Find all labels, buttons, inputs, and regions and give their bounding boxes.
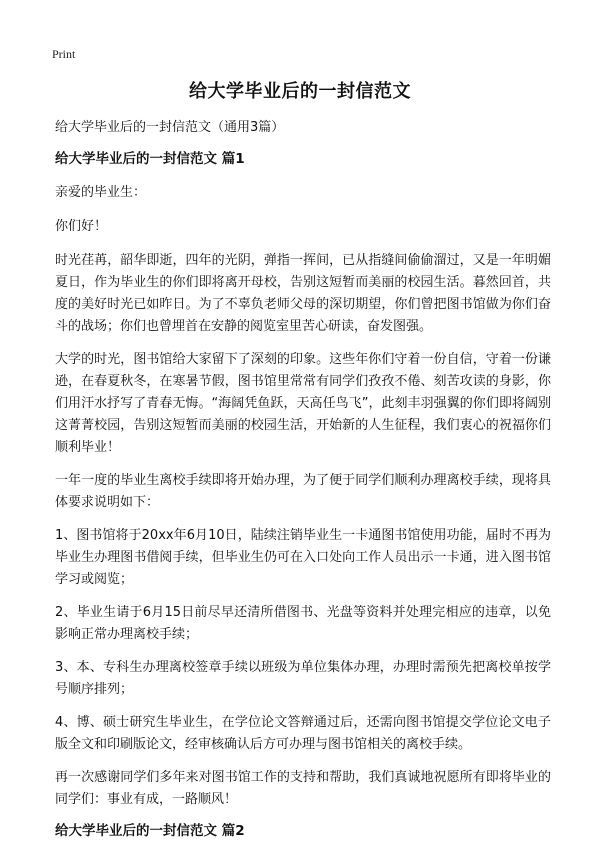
section-heading-2: 给大学毕业后的一封信范文 篇2 bbox=[55, 823, 245, 839]
list-item: 3、本、专科生办理离校签章手续以班级为单位集体办理，办理时需预先把离校单按学号顺序排列； bbox=[55, 660, 551, 697]
list-item: 2、毕业生请于6月15日前尽早还清所借图书、光盘等资料并处理完相应的违章，以免影响正常办理离校手续； bbox=[55, 605, 551, 642]
section-heading-1: 给大学毕业后的一封信范文 篇1 bbox=[55, 151, 245, 167]
paragraph: 时光荏苒，韶华即逝，四年的光阴，弹指一挥间，已从指缝间偷偷溜过，又是一年明媚夏日，作为毕业生的你们即将离开母校，告别这短暂而美丽的校园生活。暮然回首，共度的美好时光已如昨日。为了不辜负老师父母的深切期望，你们曾把图书馆做为你们奋斗的战场；你们也曾埋首在安静的阅览室里苦心研读，奋发图强。 bbox=[55, 253, 551, 334]
document-title: 给大学毕业后的一封信范文 bbox=[189, 81, 411, 102]
document-body bbox=[55, 118, 551, 854]
list-item: 4、博、硕士研究生毕业生，在学位论文答辩通过后，还需向图书馆提交学位论文电子版全文和印刷版论文，经审核确认后方可办理与图书馆相关的离校手续。 bbox=[55, 715, 551, 752]
salutation: 亲爱的毕业生： bbox=[55, 185, 147, 200]
paragraph: 一年一度的毕业生离校手续即将开始办理，为了便于同学们顺利办理离校手续，现将具体要求说明如下： bbox=[55, 473, 551, 510]
paragraph: 大学的时光，图书馆给大家留下了深刻的印象。这些年你们守着一份自信，守着一份谦逊，在春夏秋冬，在寒暑节假，图书馆里常常有同学们孜孜不倦、刻苦攻读的身影，你们用汗水抒写了青春无悔。“海阔凭鱼跃，天高任鸟飞”，此刻丰羽强翼的你们即将阔别这菁菁校园，告别这短暂而美丽的校园生活，开始新的人生征程，我们衷心的祝福你们顺利毕业！ bbox=[55, 352, 551, 455]
closing-paragraph: 再一次感谢同学们多年来对图书馆工作的支持和帮助，我们真诚地祝愿所有即将毕业的同学们：事业有成，一路顺风！ bbox=[55, 770, 551, 807]
list-item: 1、图书馆将于20xx年6月10日，陆续注销毕业生一卡通图书馆使用功能，届时不再为毕业生办理图书借阅手续，但毕业生仍可在入口处向工作人员出示一卡通，进入图书馆学习或阅览； bbox=[55, 528, 551, 587]
document-subtitle: 给大学毕业后的一封信范文（通用3篇） bbox=[55, 120, 285, 135]
greeting: 你们好！ bbox=[55, 219, 108, 234]
print-label: Print bbox=[52, 47, 76, 61]
